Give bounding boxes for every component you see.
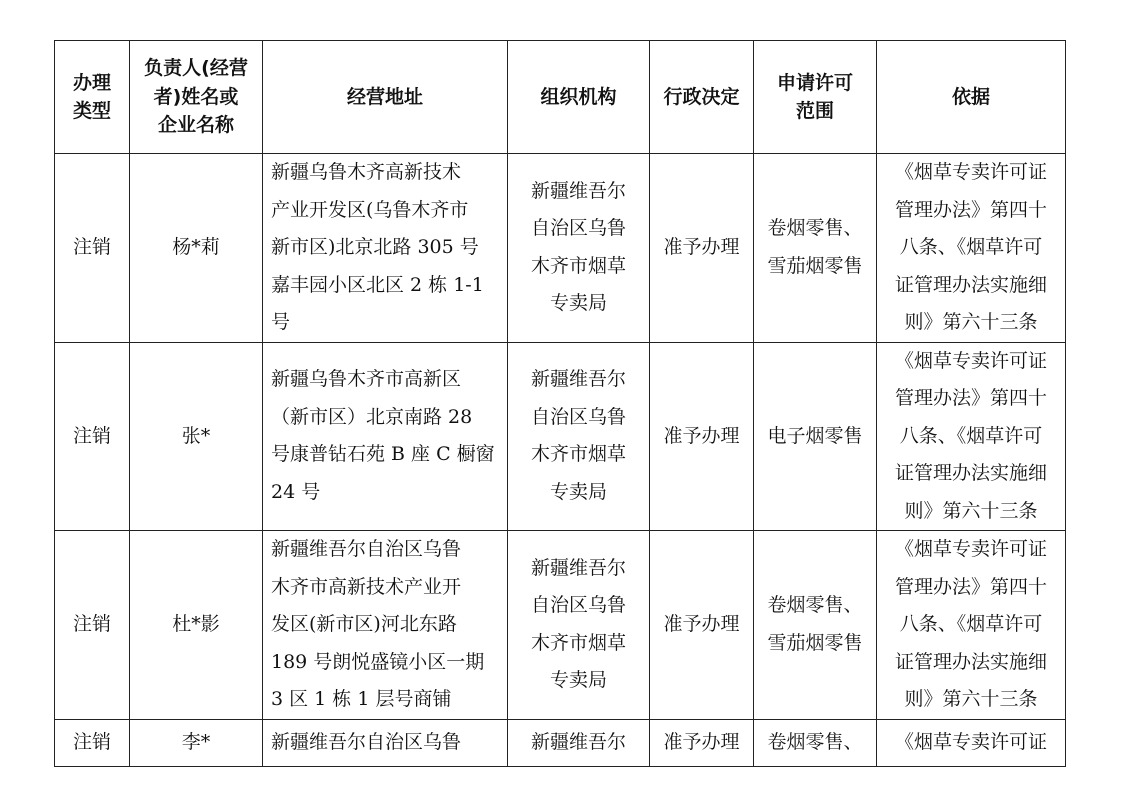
header-basis: 依据	[877, 41, 1066, 154]
header-name: 负责人(经营 者)姓名或 企业名称	[130, 41, 263, 154]
cell-decision: 准予办理	[650, 154, 754, 343]
cell-name: 张*	[130, 342, 263, 531]
cell-org: 新疆维吾尔 自治区乌鲁 木齐市烟草 专卖局	[508, 154, 650, 343]
license-table	[54, 40, 1066, 767]
cell-name: 杨*莉	[130, 154, 263, 343]
cell-basis: 《烟草专卖许可证 管理办法》第四十 八条、《烟草许可 证管理办法实施细 则》第六十三条	[877, 531, 1066, 720]
cell-decision: 准予办理	[650, 342, 754, 531]
cell-type: 注销	[55, 531, 130, 720]
cell-type: 注销	[55, 154, 130, 343]
header-decision: 行政决定	[650, 41, 754, 154]
cell-scope: 电子烟零售	[754, 342, 877, 531]
cell-basis: 《烟草专卖许可证	[877, 719, 1066, 766]
cell-org: 新疆维吾尔 自治区乌鲁 木齐市烟草 专卖局	[508, 531, 650, 720]
table-row	[55, 531, 1066, 720]
header-org: 组织机构	[508, 41, 650, 154]
cell-name: 李*	[130, 719, 263, 766]
cell-type: 注销	[55, 719, 130, 766]
header-scope: 申请许可 范围	[754, 41, 877, 154]
cell-decision: 准予办理	[650, 719, 754, 766]
table-row	[55, 342, 1066, 531]
cell-org: 新疆维吾尔	[508, 719, 650, 766]
header-address: 经营地址	[263, 41, 508, 154]
table-row	[55, 719, 1066, 766]
cell-scope: 卷烟零售、	[754, 719, 877, 766]
table-row	[55, 154, 1066, 343]
table-header-row	[55, 41, 1066, 154]
cell-address: 新疆乌鲁木齐高新技术 产业开发区(乌鲁木齐市 新市区)北京北路 305 号 嘉丰园小区北区 2 栋 1-1 号	[263, 154, 508, 343]
cell-address: 新疆乌鲁木齐市高新区 （新市区）北京南路 28 号康普钻石苑 B 座 C 橱窗 24 号	[263, 342, 508, 531]
cell-type: 注销	[55, 342, 130, 531]
cell-name: 杜*影	[130, 531, 263, 720]
cell-address: 新疆维吾尔自治区乌鲁	[263, 719, 508, 766]
cell-org: 新疆维吾尔 自治区乌鲁 木齐市烟草 专卖局	[508, 342, 650, 531]
cell-basis: 《烟草专卖许可证 管理办法》第四十 八条、《烟草许可 证管理办法实施细 则》第六十三条	[877, 342, 1066, 531]
cell-scope: 卷烟零售、 雪茄烟零售	[754, 531, 877, 720]
cell-decision: 准予办理	[650, 531, 754, 720]
cell-basis: 《烟草专卖许可证 管理办法》第四十 八条、《烟草许可 证管理办法实施细 则》第六十三条	[877, 154, 1066, 343]
header-type: 办理 类型	[55, 41, 130, 154]
cell-scope: 卷烟零售、 雪茄烟零售	[754, 154, 877, 343]
cell-address: 新疆维吾尔自治区乌鲁 木齐市高新技术产业开 发区(新市区)河北东路 189 号朗悦盛镜小区一期 3 区 1 栋 1 层号商铺	[263, 531, 508, 720]
